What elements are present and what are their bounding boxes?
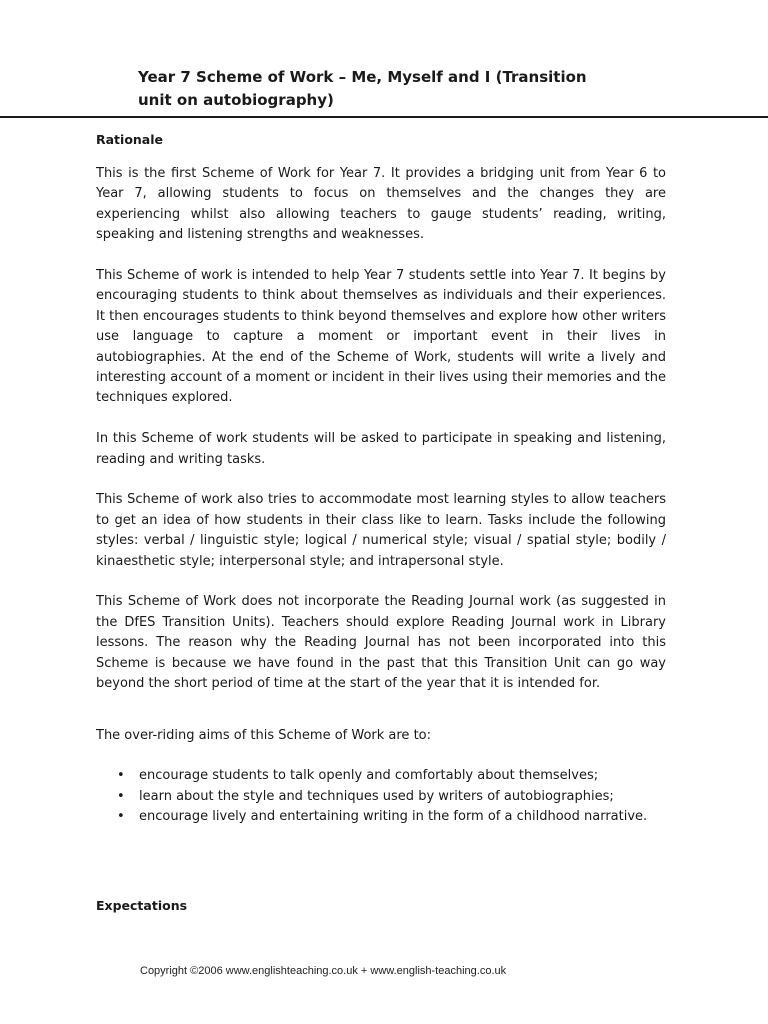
rationale-paragraph-1: This is the first Scheme of Work for Year 7. It provides a bridging unit from Year 6 to Year 7, allowing students to focus on themselves and the changes they are experiencing whilst also allowing teachers to gauge students’ reading, writing, speaking and listening strengths and weaknesses. bbox=[96, 166, 666, 243]
rationale-paragraph-3: In this Scheme of work students will be asked to participate in speaking and listening, reading and writing tasks. bbox=[96, 431, 666, 467]
list-item: • encourage students to talk openly and comfortably about themselves; bbox=[96, 766, 666, 786]
document-body bbox=[96, 130, 666, 916]
aims-list bbox=[96, 766, 666, 827]
document-title bbox=[138, 66, 658, 112]
rationale-paragraph-4: This Scheme of work also tries to accommodate most learning styles to allow teachers to get an idea of how students in their class like to learn. Tasks include the following styles: verbal / linguistic style; logical / numerical style; visual / spatial style; bodily / kinaesthetic style; interpersonal style; and intrapersonal style. bbox=[96, 492, 666, 569]
header-divider bbox=[0, 116, 768, 118]
list-item: • encourage lively and entertaining writing in the form of a childhood narrative. bbox=[96, 807, 666, 827]
rationale-heading: Rationale bbox=[96, 132, 164, 147]
rationale-paragraph-2: This Scheme of work is intended to help Year 7 students settle into Year 7. It begins by encouraging students to think about themselves as individuals and their experiences. It then encourages students to think beyond themselves and explore how other writers use language to capture a moment or important event in their lives in autobiographies. At the end of the Scheme of Work, students will write a lively and interesting account of a moment or incident in their lives using their memories and the techniques explored. bbox=[96, 268, 666, 406]
expectations-heading: Expectations bbox=[96, 897, 188, 913]
title-line-1: Year 7 Scheme of Work – Me, Myself and I (Transition bbox=[138, 68, 587, 86]
copyright-footer: Copyright ©2006 www.englishteaching.co.uk + www.english-teaching.co.uk bbox=[140, 965, 507, 977]
list-item: • learn about the style and techniques used by writers of autobiographies; bbox=[96, 787, 666, 807]
title-line-2: unit on autobiography) bbox=[138, 91, 334, 109]
aims-intro: The over-riding aims of this Scheme of Work are to: bbox=[96, 727, 431, 743]
rationale-paragraph-5: This Scheme of Work does not incorporate the Reading Journal work (as suggested in the DfES Transition Units). Teachers should explore Reading Journal work in Library lessons. The reason why the Reading Journal has not been incorporated into this Scheme is because we have found in the past that this Transition Unit can go way beyond the short period of time at the start of the year that it is intended for. bbox=[96, 594, 666, 692]
